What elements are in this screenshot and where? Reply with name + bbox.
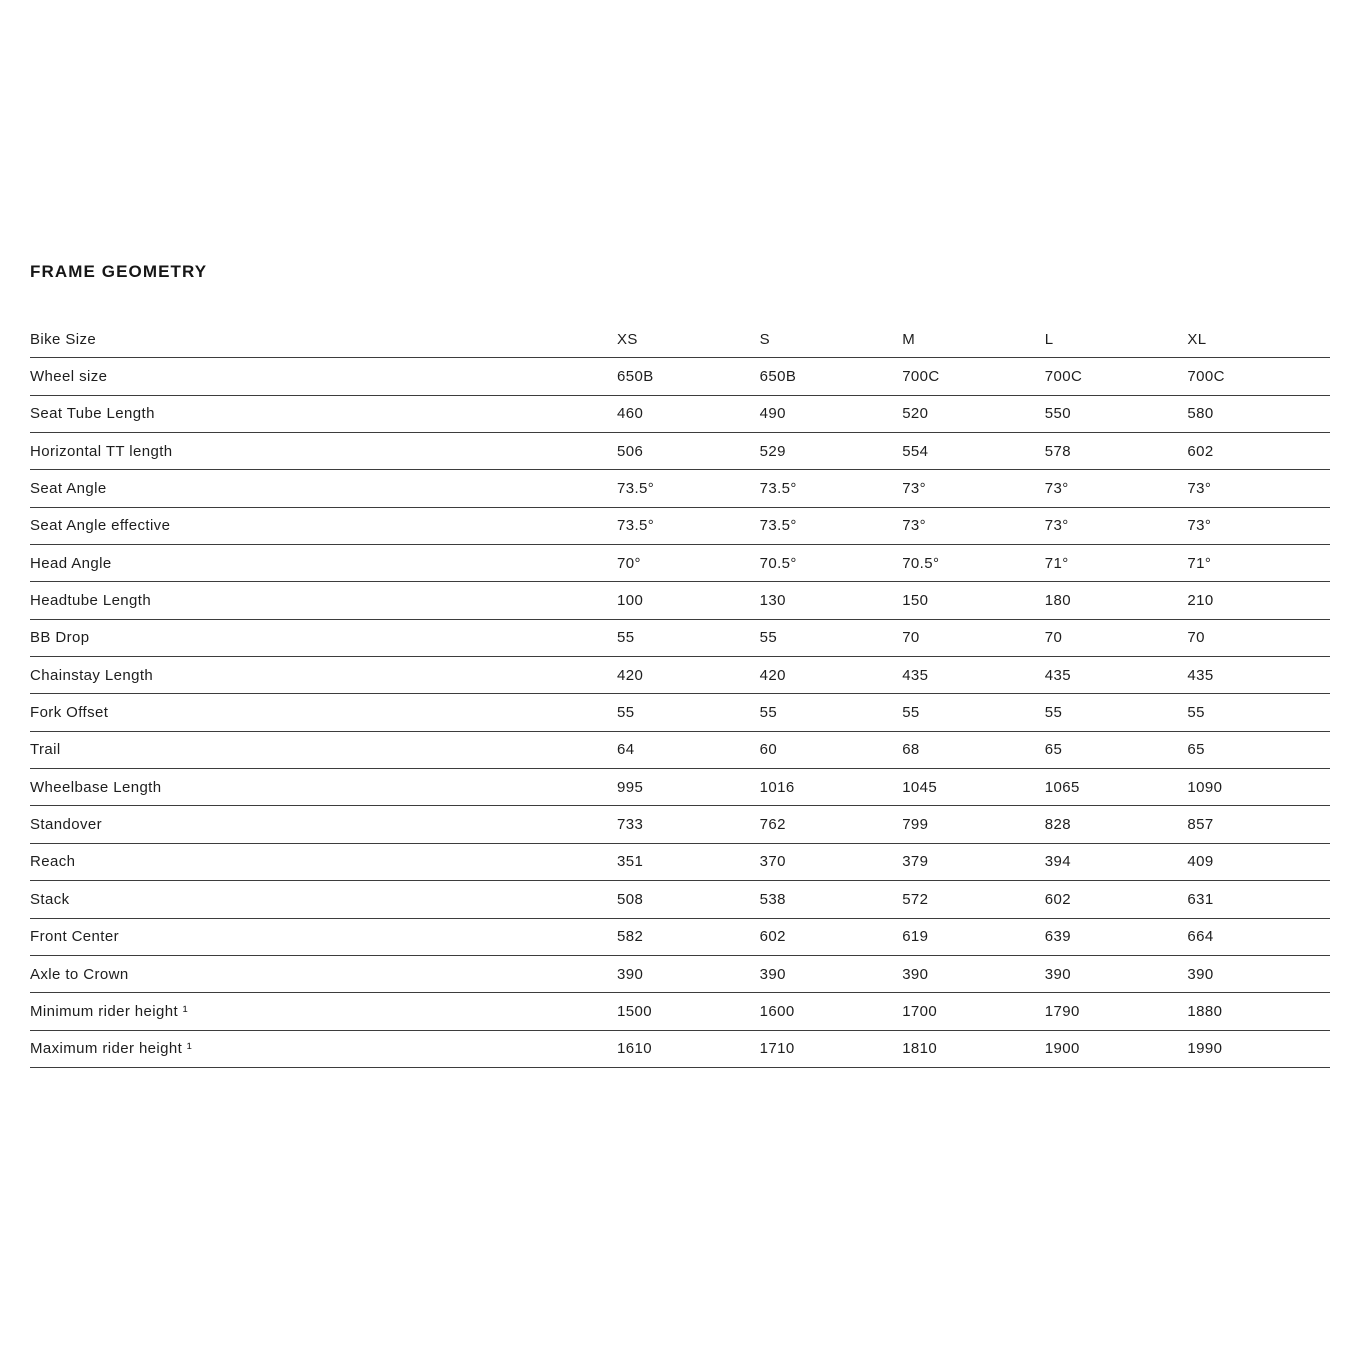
cell-value: 73.5° <box>617 517 655 535</box>
row-label: Head Angle <box>30 554 112 572</box>
cell-value: 664 <box>1187 928 1214 946</box>
cell-value: 602 <box>1044 890 1072 908</box>
cell-value: 64 <box>617 741 635 759</box>
cell-value: 379 <box>902 853 929 871</box>
cell-value: 1500 <box>617 1002 652 1020</box>
cell-value: 538 <box>759 890 786 908</box>
cell-value: 55 <box>759 629 778 647</box>
row-label: Seat Tube Length <box>30 405 155 423</box>
table-row <box>30 956 1330 993</box>
cell-value: 995 <box>617 778 644 796</box>
row-label: Trail <box>30 741 61 759</box>
column-header: XS <box>617 330 638 348</box>
cell-value: 390 <box>1187 965 1214 983</box>
row-label: Standover <box>30 816 102 834</box>
table-row <box>30 881 1330 918</box>
cell-value: 435 <box>1044 666 1072 684</box>
cell-value: 73° <box>902 517 927 535</box>
cell-value: 420 <box>617 666 644 684</box>
cell-value: 390 <box>902 965 929 983</box>
table-row <box>30 1031 1330 1068</box>
cell-value: 1790 <box>1044 1002 1080 1020</box>
row-label: Axle to Crown <box>30 965 129 983</box>
frame-geometry-table <box>30 321 1330 1068</box>
cell-value: 1610 <box>617 1040 652 1058</box>
column-header: S <box>759 330 770 348</box>
table-row <box>30 620 1330 657</box>
row-label: Front Center <box>30 928 119 946</box>
table-row <box>30 508 1330 545</box>
cell-value: 210 <box>1187 592 1214 610</box>
table-row <box>30 358 1330 395</box>
cell-value: 60 <box>759 741 778 759</box>
cell-value: 70 <box>902 629 920 647</box>
table-row <box>30 919 1330 956</box>
table-header-row <box>30 321 1330 358</box>
row-label: Seat Angle effective <box>30 517 171 535</box>
cell-value: 582 <box>617 928 644 946</box>
table-row <box>30 694 1330 731</box>
cell-value: 70 <box>1187 629 1205 647</box>
table-row <box>30 657 1330 694</box>
cell-value: 1090 <box>1187 778 1223 796</box>
cell-value: 529 <box>759 442 786 460</box>
cell-value: 700C <box>1187 368 1225 386</box>
cell-value: 150 <box>902 592 929 610</box>
cell-value: 857 <box>1187 816 1214 834</box>
cell-value: 390 <box>1044 965 1072 983</box>
cell-value: 602 <box>1187 442 1214 460</box>
cell-value: 351 <box>617 853 644 871</box>
cell-value: 700C <box>1044 368 1083 386</box>
table-row <box>30 732 1330 769</box>
cell-value: 73° <box>1044 480 1069 498</box>
cell-value: 1710 <box>759 1040 795 1058</box>
row-label: Horizontal TT length <box>30 442 173 460</box>
cell-value: 1045 <box>902 778 938 796</box>
cell-value: 70.5° <box>902 554 940 572</box>
cell-value: 828 <box>1044 816 1072 834</box>
cell-value: 73.5° <box>759 480 797 498</box>
table-row <box>30 806 1330 843</box>
cell-value: 1700 <box>902 1002 938 1020</box>
cell-value: 650B <box>759 368 797 386</box>
cell-value: 420 <box>759 666 786 684</box>
cell-value: 70° <box>617 554 641 572</box>
row-label: Maximum rider height ¹ <box>30 1040 193 1058</box>
cell-value: 1880 <box>1187 1002 1223 1020</box>
table-row <box>30 993 1330 1030</box>
cell-value: 70.5° <box>759 554 797 572</box>
cell-value: 73° <box>902 480 927 498</box>
cell-value: 394 <box>1044 853 1072 871</box>
table-row <box>30 470 1330 507</box>
cell-value: 602 <box>759 928 786 946</box>
header-label: Bike Size <box>30 330 97 348</box>
cell-value: 73° <box>1044 517 1069 535</box>
cell-value: 580 <box>1187 405 1214 423</box>
cell-value: 55 <box>1044 704 1063 722</box>
column-header: M <box>902 330 916 348</box>
cell-value: 799 <box>902 816 929 834</box>
table-row <box>30 769 1330 806</box>
row-label: Seat Angle <box>30 480 107 498</box>
cell-value: 180 <box>1044 592 1072 610</box>
row-label: BB Drop <box>30 629 90 647</box>
cell-value: 68 <box>902 741 920 759</box>
table-row <box>30 545 1330 582</box>
table-row <box>30 396 1330 433</box>
row-label: Wheelbase Length <box>30 778 162 796</box>
cell-value: 65 <box>1187 741 1205 759</box>
row-label: Chainstay Length <box>30 666 154 684</box>
cell-value: 70 <box>1044 629 1063 647</box>
cell-value: 650B <box>617 368 654 386</box>
cell-value: 1900 <box>1044 1040 1080 1058</box>
cell-value: 508 <box>617 890 644 908</box>
cell-value: 71° <box>1044 554 1069 572</box>
cell-value: 55 <box>1187 704 1205 722</box>
cell-value: 554 <box>902 442 929 460</box>
cell-value: 370 <box>759 853 786 871</box>
cell-value: 100 <box>617 592 644 610</box>
row-label: Minimum rider height ¹ <box>30 1002 189 1020</box>
cell-value: 130 <box>759 592 786 610</box>
cell-value: 578 <box>1044 442 1072 460</box>
cell-value: 700C <box>902 368 940 386</box>
cell-value: 73° <box>1187 517 1212 535</box>
column-header: XL <box>1187 330 1207 348</box>
cell-value: 409 <box>1187 853 1214 871</box>
cell-value: 631 <box>1187 890 1214 908</box>
cell-value: 1065 <box>1044 778 1080 796</box>
cell-value: 435 <box>902 666 929 684</box>
table-row <box>30 844 1330 881</box>
page-title: FRAME GEOMETRY <box>30 262 208 281</box>
cell-value: 435 <box>1187 666 1214 684</box>
cell-value: 1600 <box>759 1002 795 1020</box>
cell-value: 55 <box>617 629 635 647</box>
cell-value: 639 <box>1044 928 1072 946</box>
cell-value: 520 <box>902 405 929 423</box>
cell-value: 762 <box>759 816 786 834</box>
cell-value: 460 <box>617 405 644 423</box>
table-row <box>30 433 1330 470</box>
row-label: Stack <box>30 890 70 908</box>
cell-value: 73.5° <box>759 517 797 535</box>
cell-value: 55 <box>759 704 778 722</box>
cell-value: 506 <box>617 442 644 460</box>
cell-value: 55 <box>617 704 635 722</box>
row-label: Headtube Length <box>30 592 152 610</box>
cell-value: 619 <box>902 928 929 946</box>
table-row <box>30 582 1330 619</box>
row-label: Wheel size <box>30 368 108 386</box>
row-label: Fork Offset <box>30 704 109 722</box>
cell-value: 490 <box>759 405 786 423</box>
cell-value: 55 <box>902 704 920 722</box>
cell-value: 1990 <box>1187 1040 1223 1058</box>
cell-value: 1810 <box>902 1040 938 1058</box>
row-label: Reach <box>30 853 76 871</box>
cell-value: 73.5° <box>617 480 655 498</box>
cell-value: 73° <box>1187 480 1212 498</box>
cell-value: 550 <box>1044 405 1072 423</box>
cell-value: 65 <box>1044 741 1063 759</box>
cell-value: 71° <box>1187 554 1212 572</box>
cell-value: 572 <box>902 890 929 908</box>
cell-value: 390 <box>617 965 644 983</box>
cell-value: 1016 <box>759 778 795 796</box>
cell-value: 390 <box>759 965 786 983</box>
cell-value: 733 <box>617 816 644 834</box>
column-header: L <box>1044 330 1054 348</box>
